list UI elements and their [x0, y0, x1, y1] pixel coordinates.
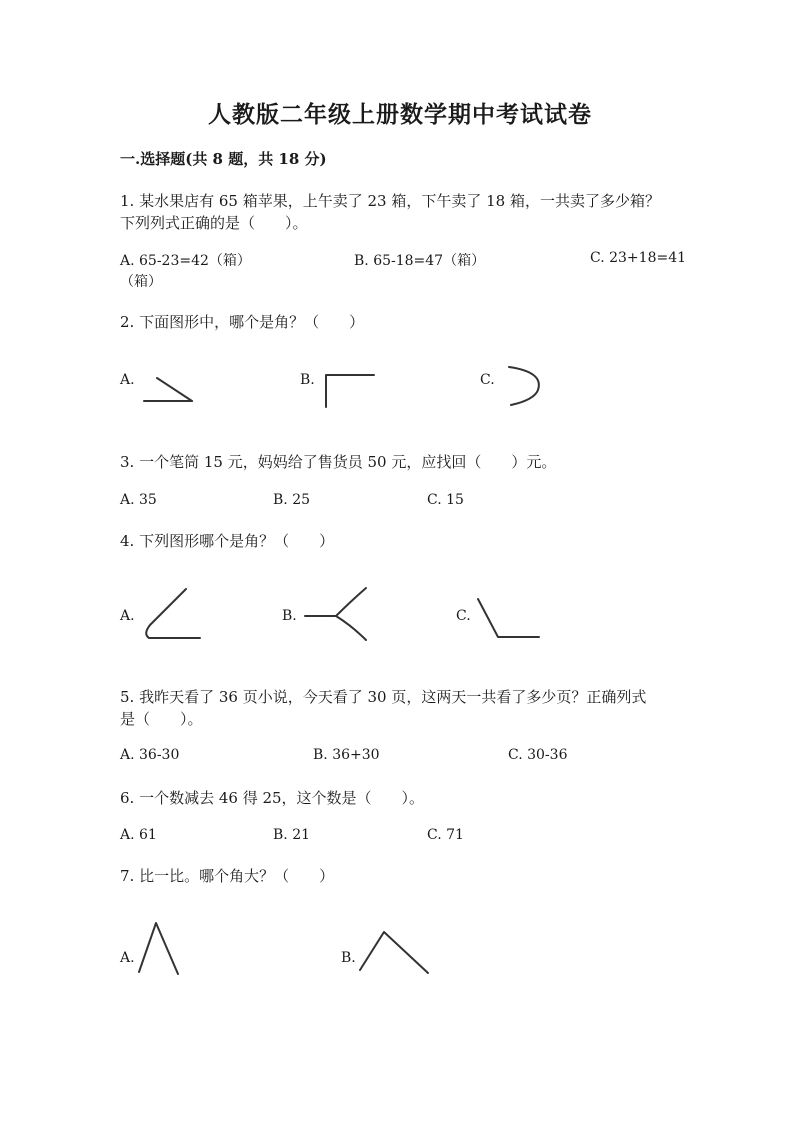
question-7-option-b: B.: [341, 950, 356, 966]
section-heading: 一.选择题(共 8 题，共 18 分): [120, 150, 327, 168]
question-7-figure-b: [356, 926, 436, 978]
question-4-figure-b: [300, 580, 375, 645]
question-4-option-a: A.: [120, 608, 135, 624]
question-6-option-c: C. 71: [427, 827, 464, 843]
question-4-figure-c: [470, 592, 545, 642]
question-3-line-1: 3. 一个笔筒 15 元，妈妈给了售货员 50 元，应找回（ ）元。: [120, 453, 557, 471]
question-7-figure-a: [134, 918, 184, 980]
exam-title: 人教版二年级上册数学期中考试试卷: [208, 101, 592, 128]
question-6-option-b: B. 21: [273, 827, 311, 843]
question-6-line-1: 6. 一个数减去 46 得 25，这个数是（ ）。: [120, 789, 425, 807]
question-7-line-1: 7. 比一比。哪个角大？（ ）: [120, 867, 335, 885]
question-1-line-1: 1. 某水果店有 65 箱苹果，上午卖了 23 箱，下午卖了 18 箱，一共卖了多少箱？: [120, 192, 660, 210]
question-2-figure-c: [500, 362, 550, 410]
question-3-option-a: A. 35: [120, 492, 157, 508]
question-4-option-c: C.: [456, 608, 471, 624]
question-1-option-c-unit: （箱）: [120, 274, 162, 290]
question-7-option-a: A.: [120, 950, 135, 966]
question-1-option-a: A. 65-23=42（箱）: [120, 253, 251, 269]
question-5-option-b: B. 36+30: [313, 747, 380, 763]
question-3-option-b: B. 25: [273, 492, 311, 508]
question-6-option-a: A. 61: [120, 827, 157, 843]
question-2-line-1: 2. 下面图形中，哪个是角？（ ）: [120, 313, 365, 331]
question-4-option-b: B.: [282, 608, 297, 624]
question-1-option-b: B. 65-18=47（箱）: [354, 253, 486, 269]
question-4-figure-a: [140, 585, 210, 645]
question-2-option-c: C.: [480, 372, 495, 388]
question-2-figure-b: [318, 370, 380, 410]
question-1-option-c: C. 23+18=41: [590, 250, 687, 266]
question-1-line-2: 下列列式正确的是（ ）。: [120, 214, 308, 232]
question-3-option-c: C. 15: [427, 492, 464, 508]
question-5-line-2: 是（ ）。: [120, 710, 203, 728]
question-2-option-b: B.: [300, 372, 315, 388]
question-2-option-a: A.: [120, 372, 135, 388]
question-5-option-c: C. 30-36: [508, 747, 568, 763]
question-5-line-1: 5. 我昨天看了 36 页小说，今天看了 30 页，这两天一共看了多少页？正确列式: [120, 688, 647, 706]
question-4-line-1: 4. 下列图形哪个是角？（ ）: [120, 532, 335, 550]
question-5-option-a: A. 36-30: [120, 747, 180, 763]
question-2-figure-a: [140, 370, 200, 410]
